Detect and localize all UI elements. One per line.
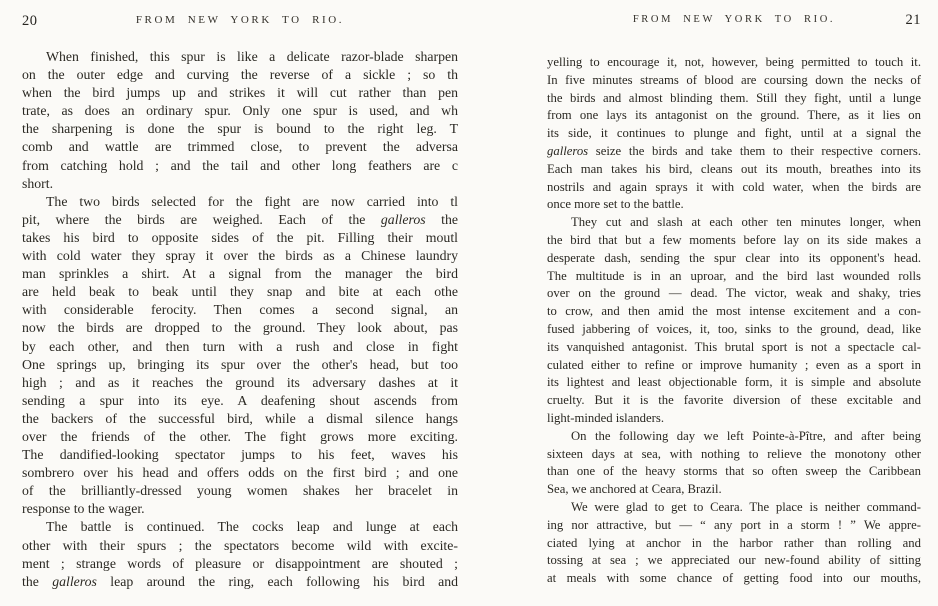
text-line: In five minutes streams of blood are coursing down the necks of xyxy=(547,72,921,87)
page-number-right: 21 xyxy=(905,12,921,28)
text-line: Each man takes his bird, cleans out its mouth, breathes into its xyxy=(547,161,921,176)
text-line: The dandified-looking spectator jumps to his feet, waves his xyxy=(22,447,458,463)
text-line: desperate dash, sending the spur clear into its opponent's head. xyxy=(547,250,921,265)
text-line: the sharpening is done the spur is bound to the right leg. T xyxy=(22,121,458,137)
text-line: its side, it continues to plunge and fight, until at a signal the xyxy=(547,126,921,141)
text-line: the bird that but a few moments before lay on its side makes a xyxy=(547,232,921,247)
running-title-right: FROM NEW YORK TO RIO. xyxy=(632,14,836,25)
text-line: ment ; strange words of pleasure or disappointment are shouted ; xyxy=(22,555,458,571)
plain-text: leap around the ring, each following his bird and xyxy=(96,573,458,589)
text-line: They cut and slash at each other ten minutes longer, when xyxy=(571,215,921,230)
text-line: Sea, we anchored at Ceara, Brazil. xyxy=(547,482,722,497)
text-line: the birds and almost blinding them. Still they fight, until a lunge xyxy=(547,90,921,105)
text-line: than one of the heavy storms that so often sweep the Caribbean xyxy=(547,464,921,479)
text-line: when the bird jumps up and strikes it will cut rather than pen xyxy=(22,85,458,101)
plain-text: seize the birds and take them to their respective corners. xyxy=(588,143,921,158)
text-line: On the following day we left Pointe-à-Pître, and after being xyxy=(571,428,921,443)
text-line: The battle is continued. The cocks leap and lunge at each xyxy=(46,519,458,535)
text-line: takes his bird to opposite sides of the pit. Filling their moutl xyxy=(22,229,458,245)
text-line: The two birds selected for the fight are now carried into tl xyxy=(46,193,458,209)
text-line: man sprinkles a shirt. At a signal from the manager the bird xyxy=(22,266,458,282)
text-line xyxy=(547,143,921,161)
text-block-left xyxy=(22,48,458,591)
text-line: trate, as does an ordinary spur. Only one spur is used, and wh xyxy=(22,103,458,119)
text-line: nostrils and again sprays it with cold water, when the birds are xyxy=(547,179,921,194)
italic-text: galleros xyxy=(380,211,426,227)
text-line: at meals with some chance of getting food into our mouths, xyxy=(547,571,921,586)
text-line: culated either to refine or improve humanity ; even as a sport in xyxy=(547,357,921,372)
text-line: One springs up, bringing its spur over the other's head, but too xyxy=(22,356,458,372)
text-line: the backers of the successful bird, while a dismal silence hangs xyxy=(22,410,458,426)
text-block-right xyxy=(547,54,921,588)
text-line: ing nor attractive, but — “ any port in a storm ! ” We appre- xyxy=(547,517,921,532)
text-line: by each other, and then turn with a rush and close in fight xyxy=(22,338,458,354)
page-right xyxy=(547,14,921,588)
text-line: cruelty. But it is the favorite diversion of these excitable and xyxy=(547,393,921,408)
text-line: We were glad to get to Ceara. The place is neither command- xyxy=(571,499,921,514)
text-line: When finished, this spur is like a delicate razor-blade sharpen xyxy=(46,49,458,64)
text-line: comb and wattle are trimmed close, to prevent the adversa xyxy=(22,139,458,155)
text-line: of the brilliantly-dressed young women shakes her bracelet in xyxy=(22,483,458,499)
page-left xyxy=(22,14,458,591)
page-header-right xyxy=(547,14,921,34)
italic-text: galleros xyxy=(547,143,589,158)
text-line: tossing at sea ; we appreciated our new-found ability of sitting xyxy=(547,553,921,568)
text-line xyxy=(22,211,458,229)
text-line: high ; and as it reaches the ground its adversary dashes at it xyxy=(22,374,458,390)
text-line: to crow, and then amid the most intense excitement and a con- xyxy=(547,304,921,319)
text-line: other with their spurs ; the spectators become wild with excite- xyxy=(22,537,458,553)
page-number-left: 20 xyxy=(22,13,38,29)
text-line: are held beak to beak until they snap and bite at each othe xyxy=(22,284,458,300)
italic-text: galleros xyxy=(52,573,97,589)
text-line: its vanquished antagonist. This brutal sport is not a spectacle cal- xyxy=(547,339,921,354)
text-line: from one lays its antagonist on the ground. There, as it lies on xyxy=(547,108,921,123)
text-line: over the friends of the other. The fight grows more exciting. xyxy=(22,428,458,444)
text-line: sixteen days at sea, with nothing to relieve the monotony other xyxy=(547,446,921,461)
text-line: with considerable ferocity. Then comes a second signal, an xyxy=(22,302,458,318)
text-line xyxy=(22,573,458,591)
text-line: sending a spur into its eye. A deafening shout ascends from xyxy=(22,392,458,408)
text-line: with cold water they spray it over the birds as a Chinese laundry xyxy=(22,248,458,264)
text-line: short. xyxy=(22,175,54,191)
text-line: its lightest and least objectionable form, it is simple and absolute xyxy=(547,375,921,390)
text-line: The multitude is in an uproar, and the bird last wounded rolls xyxy=(547,268,921,283)
text-line: from catching hold ; and the tail and other long feathers are c xyxy=(22,157,458,173)
text-line: fused jabbering of voices, it, too, sinks to the ground, dead, like xyxy=(547,321,921,336)
running-title-left: FROM NEW YORK TO RIO. xyxy=(135,14,345,26)
text-line: ciated lying at anchor in the harbor rather than rolling and xyxy=(547,535,921,550)
text-line: on the outer edge and curving the reverse of a sickle ; so th xyxy=(22,67,458,83)
text-line: light-minded islanders. xyxy=(547,410,664,425)
plain-text: the xyxy=(425,211,458,227)
text-line: over on the ground — dead. The victor, weak and shaky, tries xyxy=(547,286,921,301)
text-line: yelling to encourage it, not, however, being permitted to touch it. xyxy=(547,55,921,69)
page-header-left xyxy=(22,14,458,34)
text-line: sombrero over his head and offers odds on the first bird ; and one xyxy=(22,465,458,481)
plain-text: the xyxy=(22,573,53,589)
plain-text: pit, where the birds are weighed. Each of the xyxy=(22,211,381,227)
text-line: response to the wager. xyxy=(22,501,145,517)
text-line: now the birds are dropped to the ground. They look about, pas xyxy=(22,320,458,336)
text-line: once more set to the battle. xyxy=(547,197,684,212)
